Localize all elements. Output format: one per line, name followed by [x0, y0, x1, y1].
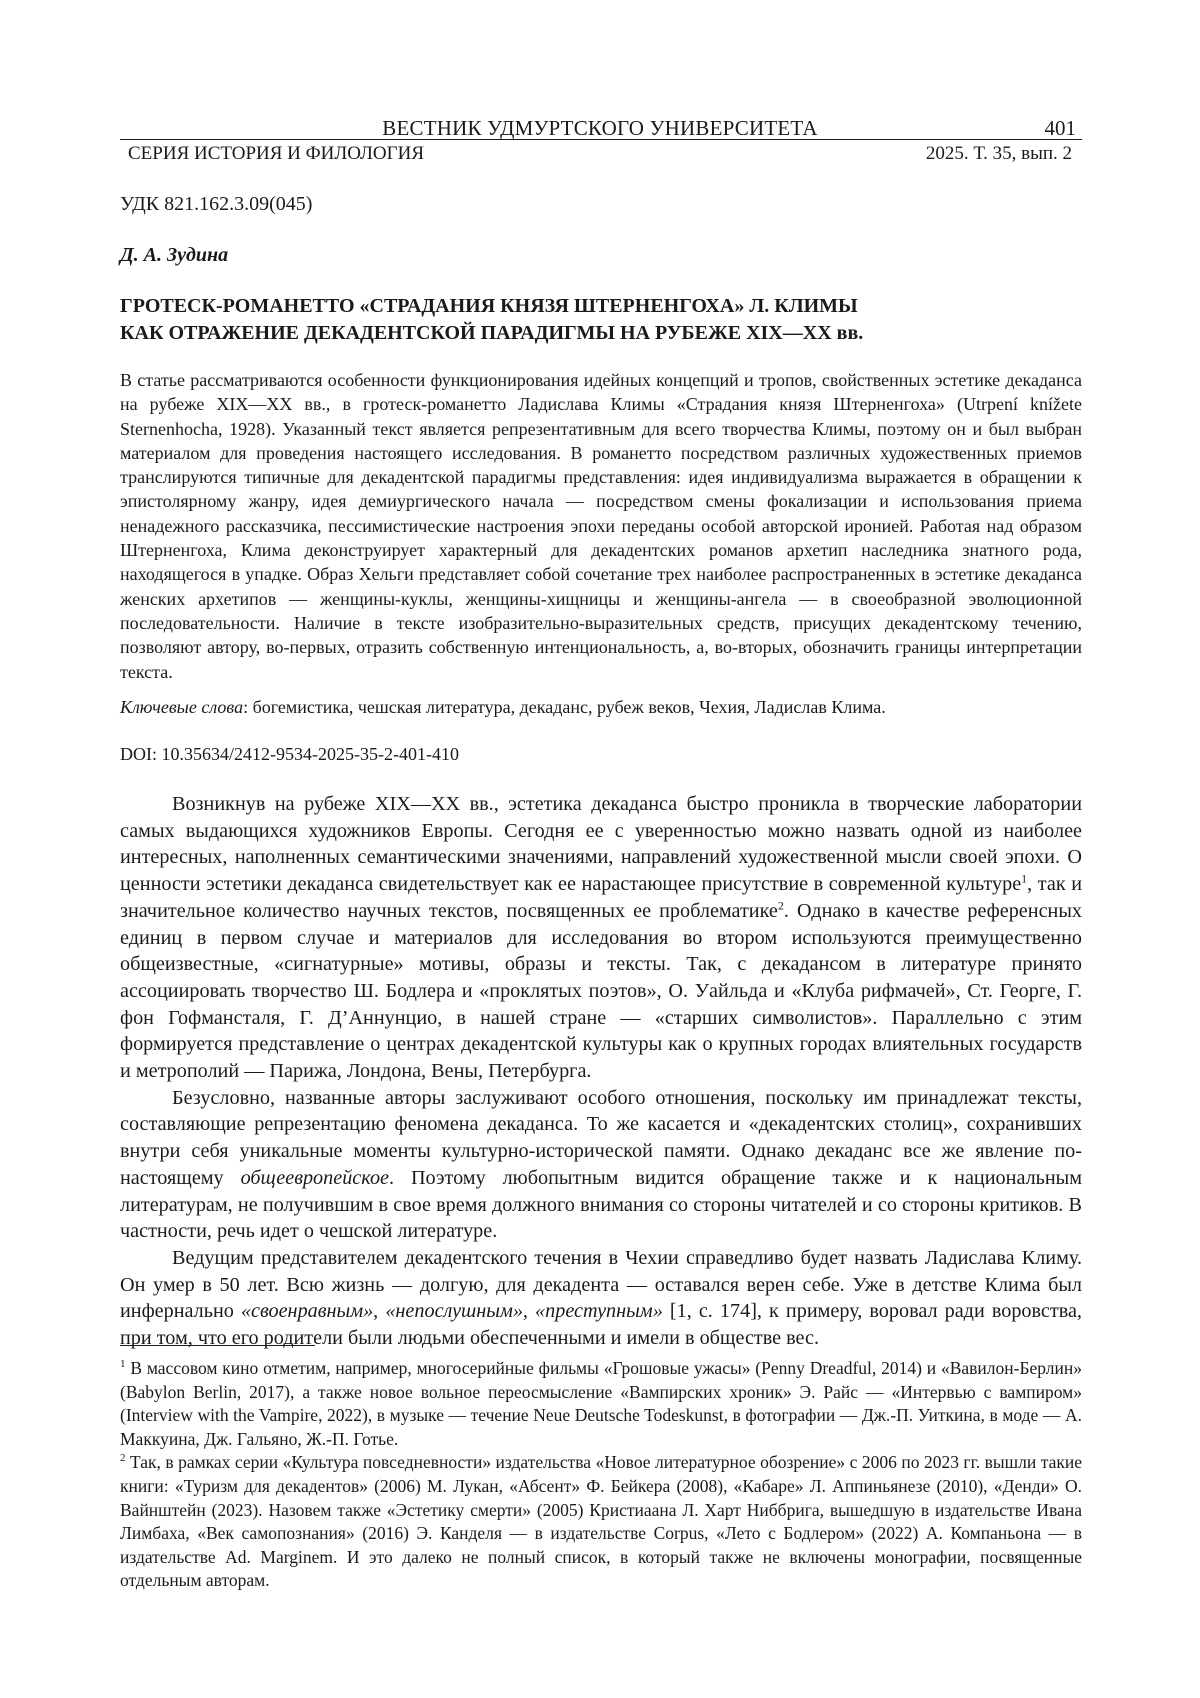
header-rule [120, 139, 1082, 140]
journal-page [0, 0, 1200, 1698]
keywords [120, 695, 1082, 719]
keywords-text: богемистика, чешская литература, декаданс, рубеж веков, Чехия, Ладислав Клима. [253, 697, 886, 717]
footnote-2-marker: 2 [120, 1453, 126, 1465]
journal-title: ВЕСТНИК УДМУРТСКОГО УНИВЕРСИТЕТА [120, 116, 1080, 141]
article-author: Д. А. Зудина [120, 244, 228, 267]
body-paragraph-1-part-a: Возникнув на рубеже XIX—XX вв., эстетика декаданса быстро проникла в творческие лаборатории самых выдающихся художников Европы. Сегодня ее с уверенностью можно назвать одной из наиболее интересных, наполненных семантическими значениями, направлений художественной мысли своей эпохи. О ценности эстетики декаданса свидетельствует как ее нарастающее присутствие в современной культуре [120, 793, 1082, 895]
page-number: 401 [1045, 116, 1077, 141]
journal-issue: 2025. Т. 35, вып. 2 [926, 143, 1072, 165]
footnotes [120, 1357, 1082, 1593]
keywords-separator: : [243, 697, 253, 717]
body-paragraph-2-part-b: . Поэтому любопытным видится обращение также и к национальным литературам, не получившим в свое время должного внимания со стороны читателей и со стороны критиков. В частности, речь идет о чешской литературе. [120, 1167, 1082, 1242]
body-paragraph-2 [120, 1085, 1082, 1245]
body-paragraph-2-emphasis: общеевропейское [241, 1167, 389, 1189]
footnote-2-text: Так, в рамках серии «Культура повседневности» издательства «Новое литературное обозрение» с 2006 по 2023 гг. вышли такие книги: «Туризм для декадентов» (2006) М. Лукан, «Абсент» Ф. Бейкера (2008), «Кабаре» Л. Аппиньянезе (2010), «Денди» О. Вайнштейн (2023). Назовем также «Эстетику смерти» (2005) Кристиаана Л. Харт Ниббрига, вышедшую в издательстве Ивана Лимбаха, «Век самопознания» (2016) Э. Канделя — в издательстве Corpus, «Лето с Бодлером» (2022) А. Компаньона — в издательстве Ad. Marginem. И это далеко не полный список, в который также не включены монографии, посвященные отдельным авторам. [120, 1452, 1082, 1590]
footnote-ref-2[interactable]: 2 [778, 898, 784, 912]
footnote-ref-1[interactable]: 1 [1021, 871, 1027, 885]
footnote-1 [120, 1357, 1082, 1451]
body-paragraph-1-part-b: , так и значительное количество научных текстов, посвященных ее проблематике [120, 873, 1082, 922]
body-paragraph-2-part-a: Безусловно, названные авторы заслуживают особого отношения, поскольку им принадлежат тексты, составляющие репрезентацию феномена декаданса. То же касается и «декадентских столиц», сохранивших внутри себя уникальные моменты культурно-исторической памяти. Однако декаданс все же явление по-настоящему [120, 1087, 1082, 1189]
footnote-1-text: В массовом кино отметим, например, многосерийные фильмы «Грошовые ужасы» (Penny Dreadful, 2014) и «Вавилон-Берлин» (Babylon Berlin, 2017), а также новое вольное переосмысление «Вампирских хроник» Э. Райс — «Интервью с вампиром» (Interview with the Vampire, 2022), в музыке — течение Neue Deutsche Todeskunst, в фотографии — Дж.-П. Уиткина, в моде — А. Маккуина, Дж. Гальяно, Ж.-П. Готье. [120, 1358, 1082, 1449]
body-paragraph-1 [120, 791, 1082, 1085]
footnote-rule [120, 1345, 315, 1346]
abstract: В статье рассматриваются особенности функционирования идейных концепций и тропов, свойственных эстетике декаданса на рубеже XIX—XX вв., в гротеск-романетто Ладислава Климы «Страдания князя Штерненгоха» (Utrpení knížete Sternenhocha, 1928). Указанный текст является репрезентативным для всего творчества Климы, поэтому он и был выбран материалом для проведения настоящего исследования. В романетто посредством различных художественных приемов транслируются типичные для декадентской парадигмы представления: идея индивидуализма выражается в обращении к эпистолярному жанру, идея демиургического начала — посредством смены фокализации и использования приема ненадежного рассказчика, пессимистические настроения эпохи переданы особой авторской иронией. Работая над образом Штерненгоха, Клима деконструирует характерный для декадентских романов архетип наследника знатного рода, находящегося в упадке. Образ Хельги представляет собой сочетание трех наиболее распространенных в эстетике декаданса женских архетипов — женщины-куклы, женщины-хищницы и женщины-ангела — в своеобразной эволюционной последовательности. Наличие в тексте изобразительно-выразительных средств, присущих декадентскому течению, позволяют автору, во-первых, отразить собственную интенциональность, а, во-вторых, обозначить границы интерпретации текста. [120, 368, 1082, 684]
keywords-label: Ключевые слова [120, 697, 243, 717]
article-body [120, 791, 1082, 1352]
doi: DOI: 10.35634/2412-9534-2025-35-2-401-410 [120, 744, 459, 765]
article-title-line-1: ГРОТЕСК-РОМАНЕТТО «СТРАДАНИЯ КНЯЗЯ ШТЕРНЕНГОХА» Л. КЛИМЫ [120, 293, 1080, 320]
article-title [120, 293, 1080, 347]
body-paragraph-3-emphasis: «своенравным», «непослушным», «преступным» [241, 1300, 663, 1322]
body-paragraph-3-part-a: Ведущим представителем декадентского течения в Чехии справедливо будет назвать Ладислава Климу. Он умер в 50 лет. Всю жизнь — долгую, для декадента — оставался верен себе. Уже в детстве Клима был инфернально [120, 1247, 1082, 1322]
body-paragraph-1-part-c: . Однако в качестве референсных единиц в первом случае и материалов для исследования во втором используются преимущественно общеизвестные, «сигнатурные» мотивы, образы и тексты. Так, с декадансом в литературе принято ассоциировать творчество Ш. Бодлера и «проклятых поэтов», О. Уайльда и «Клуба рифмачей», Ст. Георге, Г. фон Гофмансталя, Г. Д’Аннунцио, в нашей стране — «старших символистов». Параллельно с этим формируется представление о центрах декадентской культуры как о крупных городах влиятельных государств и метрополий — Парижа, Лондона, Вены, Петербурга. [120, 900, 1082, 1082]
article-title-line-2: КАК ОТРАЖЕНИЕ ДЕКАДЕНТСКОЙ ПАРАДИГМЫ НА РУБЕЖЕ XIX—XX вв. [120, 320, 1080, 347]
footnote-2 [120, 1451, 1082, 1593]
body-paragraph-3 [120, 1245, 1082, 1352]
footnote-1-marker: 1 [120, 1358, 126, 1370]
udk-code: УДК 821.162.3.09(045) [120, 193, 312, 216]
body-paragraph-3-part-b: [1, с. 174], к примеру, воровал ради воровства, при том, что его родители были людьми обеспеченными и имели в обществе вес. [120, 1300, 1082, 1349]
journal-series: СЕРИЯ ИСТОРИЯ И ФИЛОЛОГИЯ [128, 143, 424, 165]
